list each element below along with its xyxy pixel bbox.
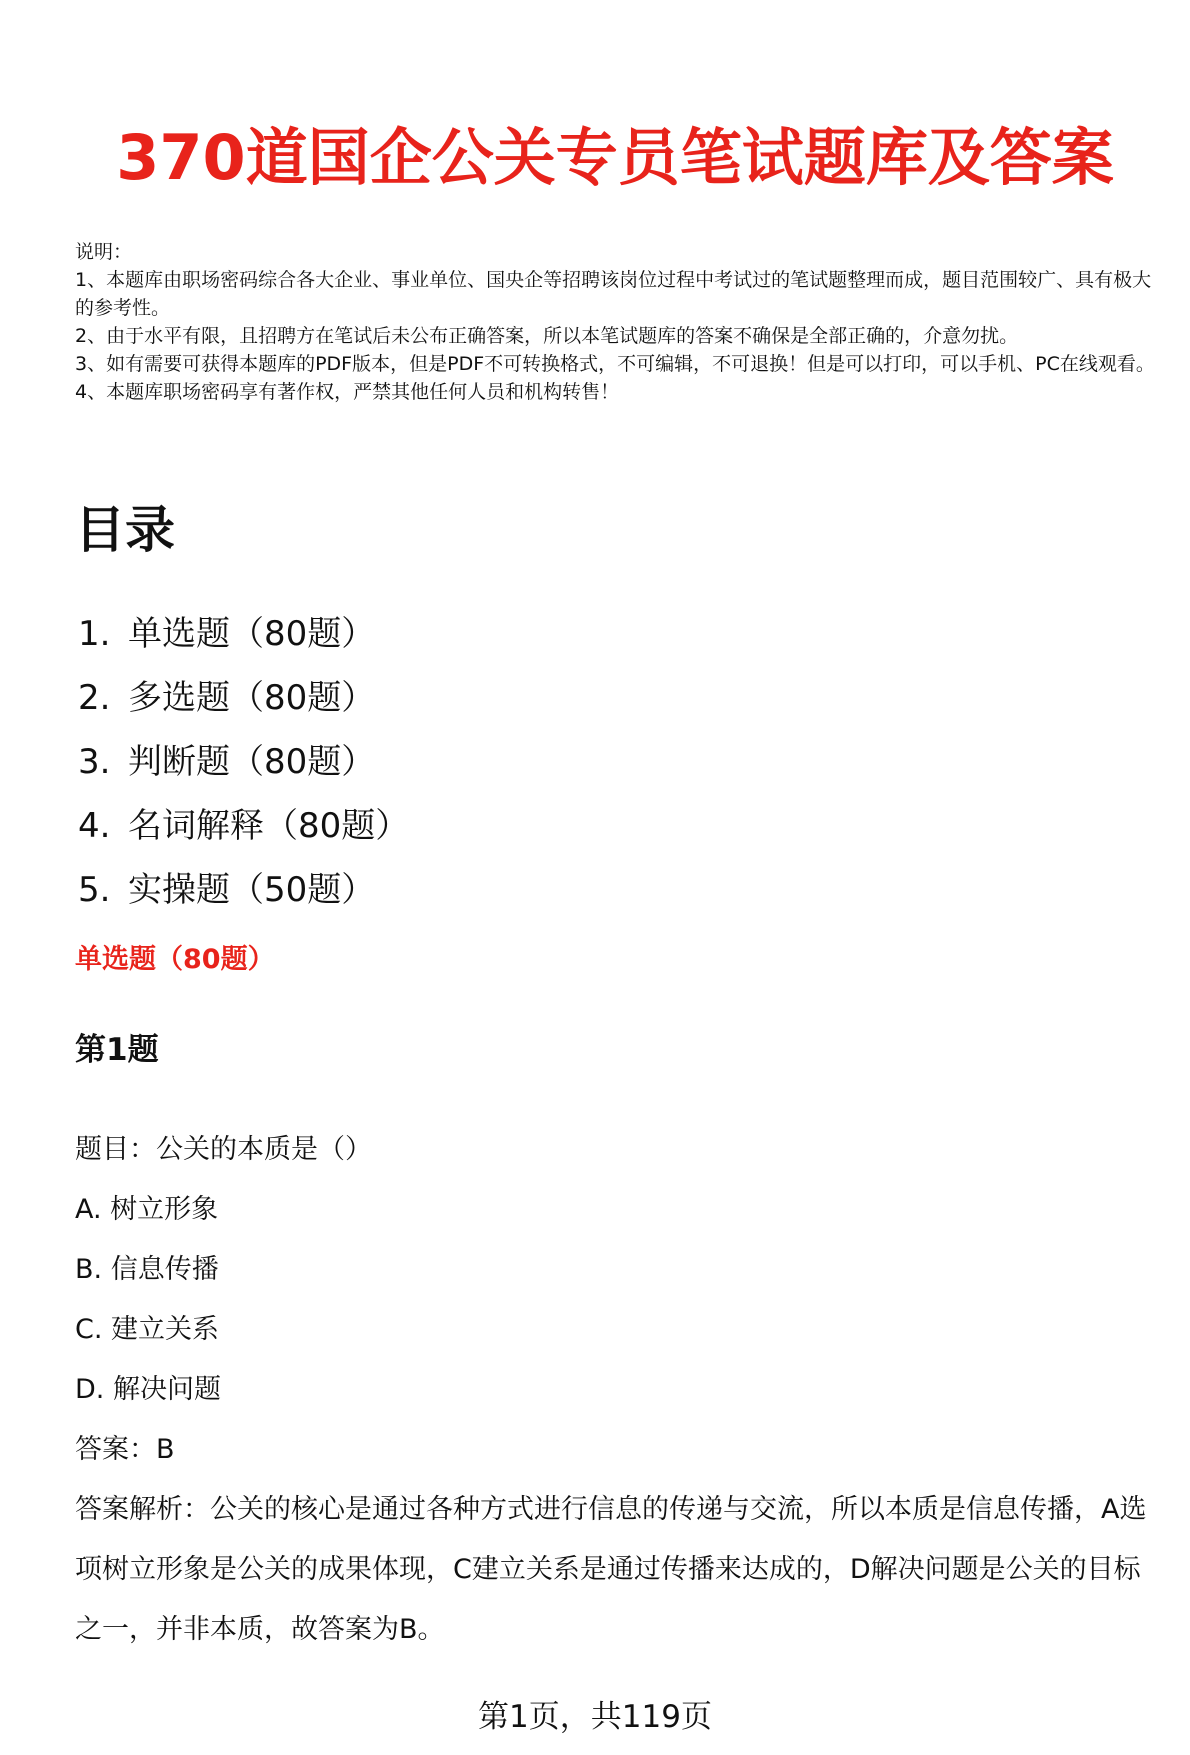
toc-item-practical[interactable] <box>78 858 409 922</box>
toc-item-number: 1. <box>78 614 111 654</box>
document-title: 370道国企公关专员笔试题库及答案 <box>116 121 1114 194</box>
option-d: D. 解决问题 <box>75 1374 221 1405</box>
toc-heading: 目录 <box>75 501 175 559</box>
page-footer: 第1页，共119页 <box>478 1699 712 1735</box>
notes-item: 4、本题库职场密码享有著作权，严禁其他任何人员和机构转售！ <box>75 381 620 403</box>
notes-item: 2、由于水平有限，且招聘方在笔试后未公布正确答案，所以本笔试题库的答案不确保是全部正确的，介意勿扰。 <box>75 325 1019 347</box>
toc-item-label: 单选题（80题） <box>128 614 376 654</box>
question-number: 第1题 <box>75 1032 159 1068</box>
toc-item-true-false[interactable] <box>78 730 409 794</box>
notes-item: 3、如有需要可获得本题库的PDF版本，但是PDF不可转换格式，不可编辑，不可退换！但是可以打印，可以手机、PC在线观看。 <box>75 353 1155 375</box>
toc-item-label: 实操题（50题） <box>128 870 376 910</box>
table-of-contents <box>78 602 409 922</box>
answer: 答案：B <box>75 1434 175 1465</box>
option-a: A. 树立形象 <box>75 1194 219 1225</box>
option-b: B. 信息传播 <box>75 1254 219 1285</box>
question-stem: 题目：公关的本质是（） <box>75 1134 372 1165</box>
notes-heading: 说明： <box>75 241 133 263</box>
toc-item-multiple-choice[interactable] <box>78 666 409 730</box>
toc-item-label: 多选题（80题） <box>128 678 376 718</box>
answer-analysis: 答案解析：公关的核心是通过各种方式进行信息的传递与交流，所以本质是信息传播，A选项树立形象是公关的成果体现，C建立关系是通过传播来达成的，D解决问题是公关的目标之一，并非本质，故答案为B。 <box>75 1494 1147 1645</box>
notes-block <box>75 238 1155 406</box>
notes-item: 1、本题库由职场密码综合各大企业、事业单位、国央企等招聘该岗位过程中考试过的笔试题整理而成，题目范围较广、具有极大的参考性。 <box>75 269 1152 319</box>
toc-item-number: 4. <box>78 806 111 846</box>
toc-item-term-definition[interactable] <box>78 794 409 858</box>
toc-item-number: 2. <box>78 678 111 718</box>
section-title: 单选题（80题） <box>75 944 275 975</box>
toc-item-single-choice[interactable] <box>78 602 409 666</box>
toc-item-label: 名词解释（80题） <box>128 806 410 846</box>
question-block <box>75 1120 1160 1660</box>
toc-item-number: 5. <box>78 870 111 910</box>
toc-item-number: 3. <box>78 742 111 782</box>
option-c: C. 建立关系 <box>75 1314 220 1345</box>
toc-item-label: 判断题（80题） <box>128 742 376 782</box>
